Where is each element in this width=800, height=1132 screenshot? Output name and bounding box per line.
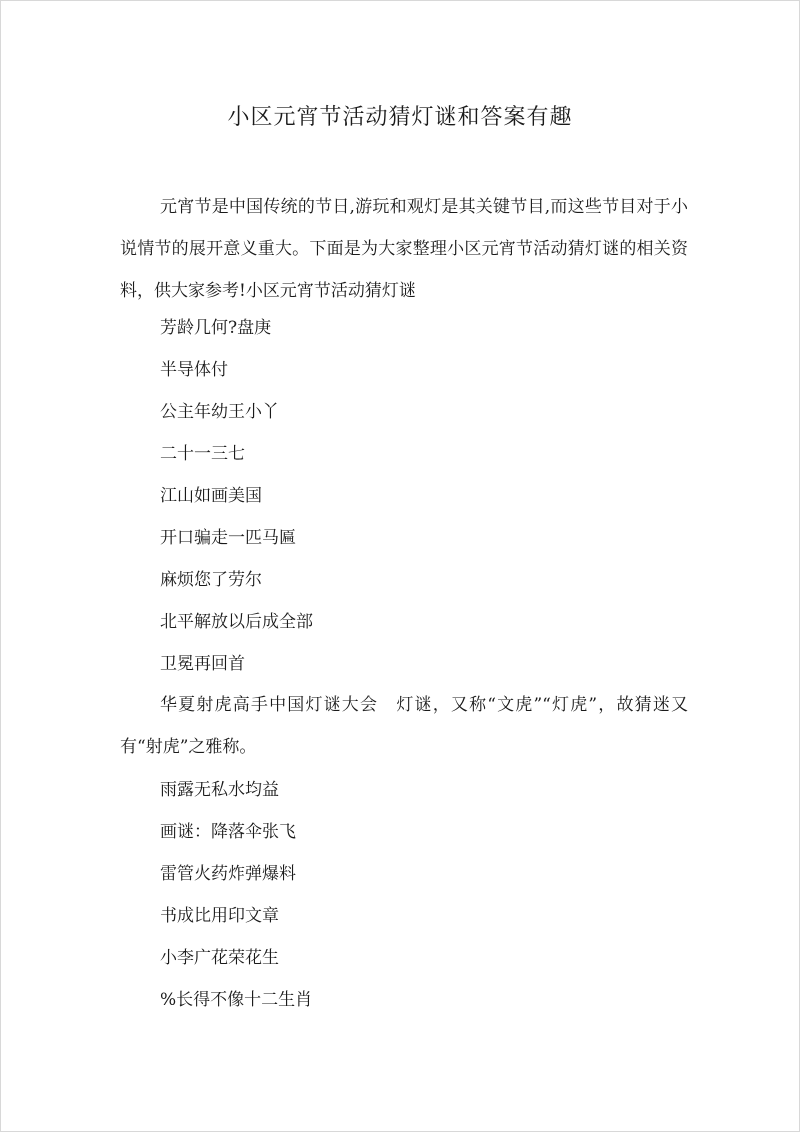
document-title: 小区元宵节活动猜灯谜和答案有趣 (227, 105, 573, 130)
riddle-line: 书成比用印文章 (160, 906, 279, 926)
riddle-line: 二十一三七 (160, 444, 245, 464)
riddle-line: 开口骗走一匹马匾 (160, 528, 296, 548)
riddle-line: 雷管火药炸弹爆料 (160, 864, 296, 884)
riddle-line: 公主年幼王小丫 (160, 402, 279, 422)
riddle-line: 半导体付 (160, 360, 228, 380)
riddle-line: 小李广花荣花生 (160, 948, 279, 968)
riddle-line: 北平解放以后成全部 (160, 612, 313, 632)
riddle-line: 卫冕再回首 (160, 654, 245, 674)
riddle-line: 画谜：降落伞张飞 (160, 822, 296, 842)
riddle-line: %长得不像十二生肖 (160, 990, 313, 1010)
riddle-line: 芳龄几何?盘庚 (160, 318, 272, 338)
intro-paragraph: 元宵节是中国传统的节日,游玩和观灯是其关键节目,而这些节目对于小说情节的展开意义重大。下面是为大家整理小区元宵节活动猜灯谜的相关资料，供大家参考!小区元宵节活动猜灯谜 (120, 197, 688, 301)
riddle-line: 江山如画美国 (160, 486, 262, 506)
note-paragraph: 华夏射虎高手中国灯谜大会 灯谜，又称“文虎”“灯虎”，故猜迷又有“射虎”之雅称。 (120, 695, 688, 757)
riddle-line: 麻烦您了劳尔 (160, 570, 262, 590)
riddle-line: 雨露无私水均益 (160, 780, 279, 800)
